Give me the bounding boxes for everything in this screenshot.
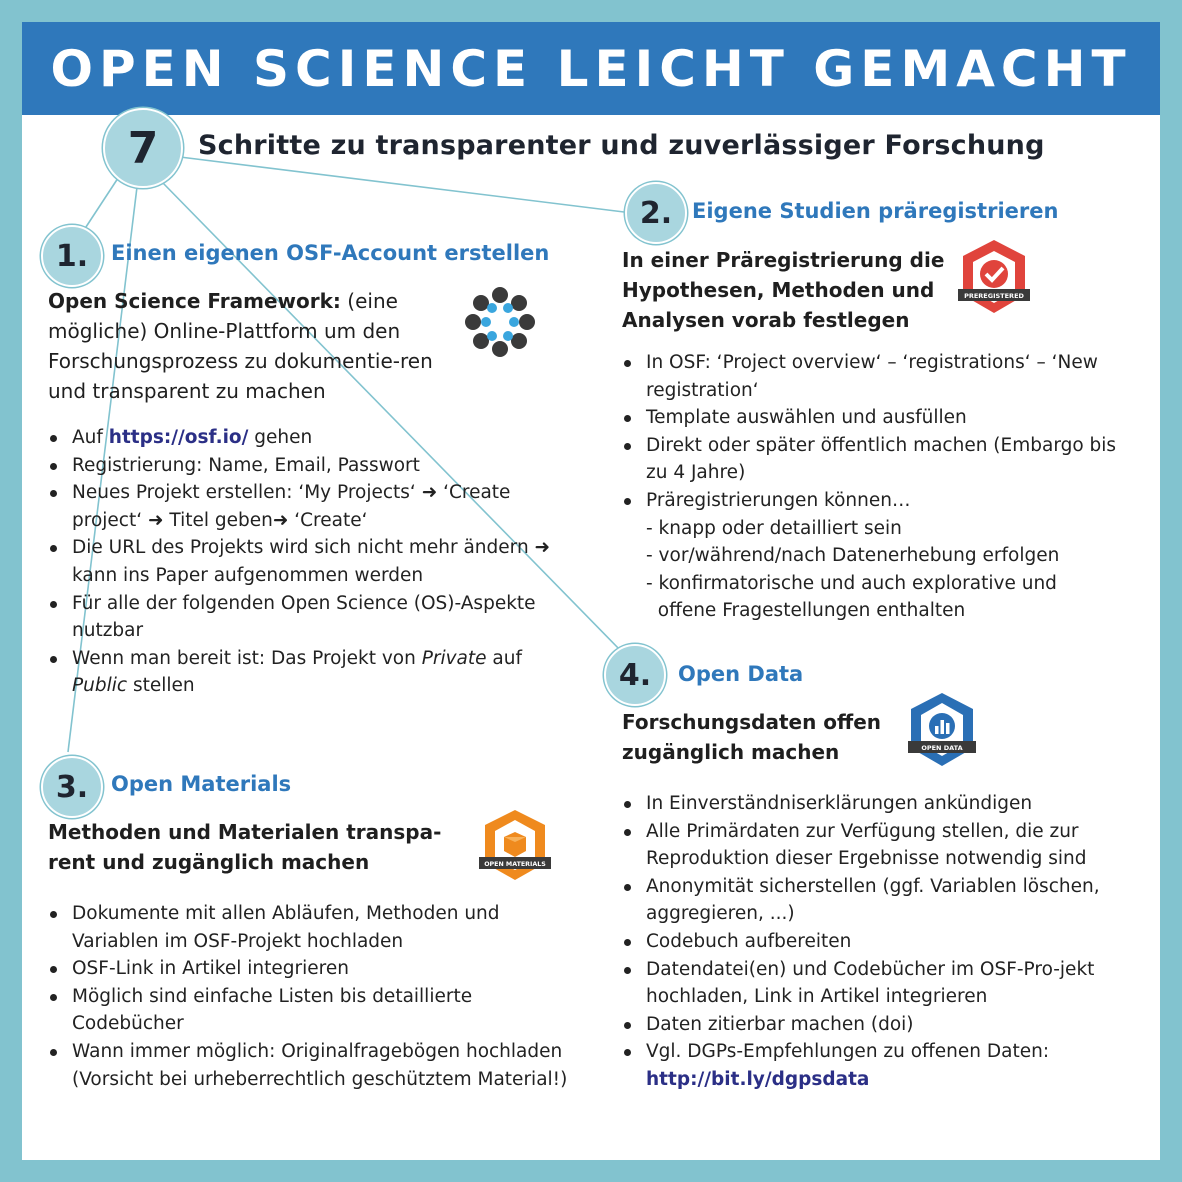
- section-3-number: 3.: [41, 756, 103, 818]
- section-4-number: 4.: [604, 644, 666, 706]
- list-item-text: auf: [486, 647, 522, 669]
- list-item: OSF-Link in Artikel integrieren: [48, 955, 578, 983]
- list-item: Registrierung: Name, Email, Passwort: [48, 452, 568, 480]
- step-count-circle: 7: [103, 108, 183, 188]
- section-3-lead: Methoden und Materialen transpa-rent und zugänglich machen: [48, 820, 442, 874]
- list-item: In Einverständniserklärungen ankündigen: [622, 790, 1137, 818]
- section-1-lead: [48, 286, 448, 406]
- list-item: Datendatei(en) und Codebücher im OSF-Pro-jekt hochladen, Link in Artikel integrieren: [622, 956, 1137, 1011]
- osf-link[interactable]: https://osf.io/: [108, 427, 249, 448]
- section-1-title: Einen eigenen OSF-Account erstellen: [111, 241, 550, 265]
- list-item-emphasis: Public: [72, 675, 128, 697]
- section-1-number: 1.: [41, 225, 103, 287]
- connector-line-2: [180, 157, 624, 212]
- preregistered-badge-label: PREREGISTERED: [964, 292, 1024, 300]
- section-1-lead-text: (eine mögliche) Online-Plattform um den Forschungsprozess zu dokumentie-ren und transparent zu machen: [48, 289, 433, 403]
- list-item: Neues Projekt erstellen: ‘My Projects‘ ➜ ‘Create project‘ ➜ Titel geben➜ ‘Create‘: [48, 479, 568, 534]
- sub-list-item: offene Fragestellungen enthalten: [646, 600, 966, 622]
- list-item-text: stellen: [127, 675, 195, 697]
- osf-logo-icon: [462, 284, 538, 360]
- list-item: Möglich sind einfache Listen bis detaillierte Codebücher: [48, 983, 578, 1038]
- section-2-list: [622, 349, 1142, 625]
- section-1-lead-bold: Open Science Framework:: [48, 289, 341, 313]
- connector-line-1: [84, 172, 122, 230]
- list-item-text: gehen: [248, 427, 313, 448]
- section-4-lead: Forschungsdaten offen zugänglich machen: [622, 710, 882, 764]
- list-item: Codebuch aufbereiten: [622, 928, 1137, 956]
- section-4-title: Open Data: [678, 662, 804, 686]
- list-item-text: Auf: [72, 427, 109, 448]
- list-item: Präregistrierungen können…: [622, 487, 1142, 515]
- list-item: Template auswählen und ausfüllen: [622, 404, 1142, 432]
- poster-title: OPEN SCIENCE LEICHT GEMACHT: [50, 39, 1132, 98]
- section-4-list: [622, 790, 1137, 1094]
- poster-subtitle: Schritte zu transparenter und zuverlässiger Forschung: [198, 130, 1045, 161]
- section-2-lead: In einer Präregistrierung die Hypothesen, Methoden und Analysen vorab festlegen: [622, 248, 945, 332]
- section-2-number: 2.: [625, 182, 687, 244]
- section-3-title: Open Materials: [111, 772, 292, 796]
- open-data-badge-icon: [902, 690, 982, 770]
- list-item: Alle Primärdaten zur Verfügung stellen, die zur Reproduktion dieser Ergebnisse notwendig sind: [622, 818, 1137, 873]
- open-data-badge-label: OPEN DATA: [921, 744, 963, 752]
- list-item: In OSF: ‘Project overview‘ – ‘registrations‘ – ‘New registration‘: [622, 349, 1142, 404]
- section-3-list: [48, 900, 578, 1093]
- open-materials-badge-icon: [477, 807, 553, 883]
- list-item: Direkt oder später öffentlich machen (Embargo bis zu 4 Jahre): [622, 432, 1142, 487]
- sub-list-item: - knapp oder detailliert sein: [646, 517, 902, 539]
- list-item: [622, 1038, 1137, 1093]
- list-item: [48, 424, 568, 452]
- list-item-emphasis: Private: [421, 647, 487, 669]
- list-item: Daten zitierbar machen (doi): [622, 1011, 1137, 1039]
- list-item-text: Vgl. DGPs-Empfehlungen zu offenen Daten:: [646, 1041, 1050, 1063]
- section-1-list: [48, 424, 568, 700]
- dgps-data-link[interactable]: http://bit.ly/dgpsdata: [646, 1068, 870, 1090]
- sub-list-item: - vor/während/nach Datenerhebung erfolgen: [646, 545, 1060, 567]
- poster-card: [22, 22, 1160, 1160]
- list-item-text: Wenn man bereit ist: Das Projekt von: [72, 647, 422, 669]
- list-item: Die URL des Projekts wird sich nicht mehr ändern ➜ kann ins Paper aufgenommen werden: [48, 534, 568, 589]
- list-item: [48, 645, 568, 700]
- open-materials-badge-label: OPEN MATERIALS: [484, 861, 546, 868]
- list-item: Wann immer möglich: Originalfragebögen hochladen (Vorsicht bei urheberrechtlich geschütztem Material!): [48, 1038, 578, 1093]
- list-item: Für alle der folgenden Open Science (OS)-Aspekte nutzbar: [48, 590, 568, 645]
- section-2-title: Eigene Studien präregistrieren: [692, 199, 1059, 223]
- sub-list-item: - konfirmatorische und auch explorative und: [646, 572, 1057, 594]
- list-item: Anonymität sicherstellen (ggf. Variablen löschen, aggregieren, ...): [622, 873, 1137, 928]
- list-item: Dokumente mit allen Abläufen, Methoden und Variablen im OSF-Projekt hochladen: [48, 900, 578, 955]
- preregistered-badge-icon: [954, 237, 1034, 317]
